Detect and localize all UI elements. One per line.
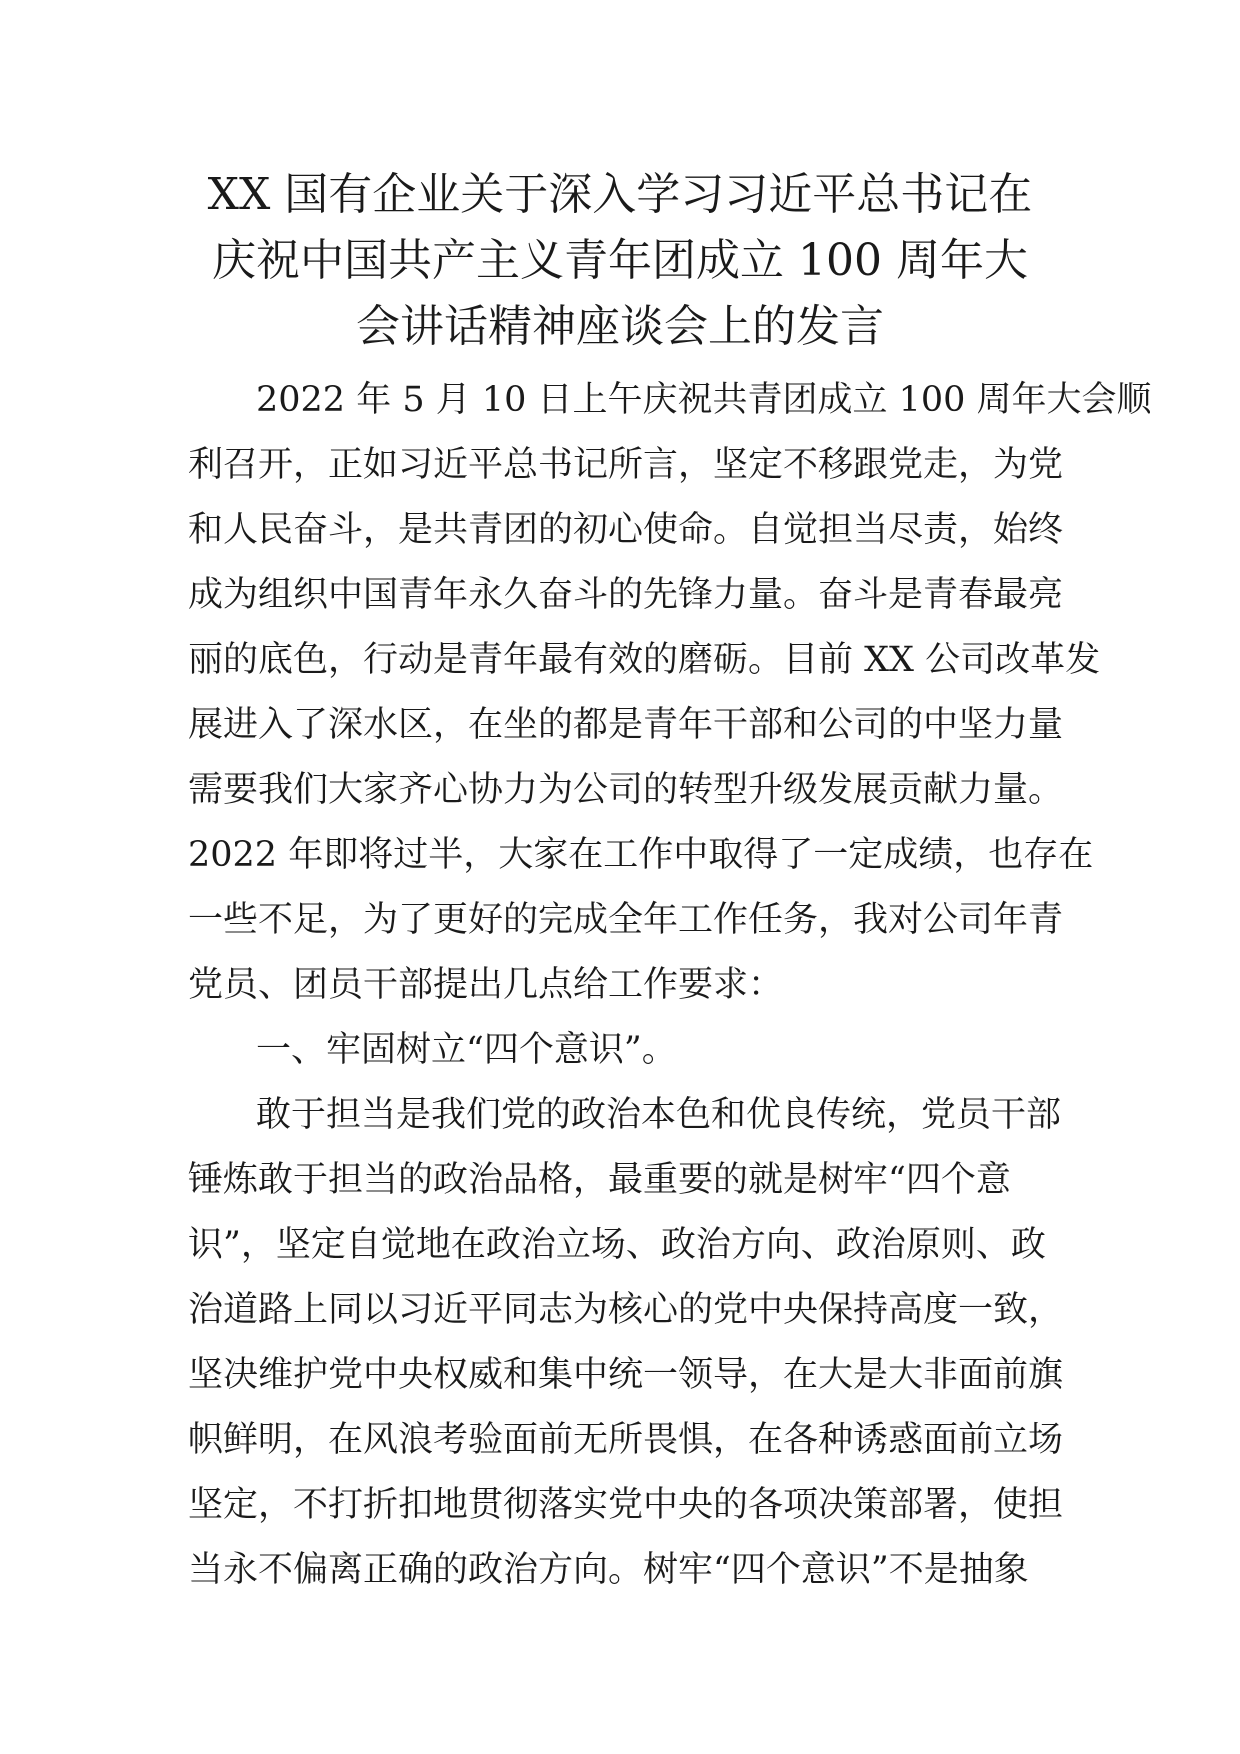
paragraph-line: 敢于担当是我们党的政治本色和优良传统，党员干部 bbox=[256, 1095, 1062, 1135]
paragraph-line: 识”，坚定自觉地在政治立场、政治方向、政治原则、政 bbox=[188, 1225, 1046, 1265]
paragraph-line: 2022 年即将过半，大家在工作中取得了一定成绩，也存在 bbox=[188, 835, 1094, 875]
paragraph-line: 当永不偏离正确的政治方向。树牢“四个意识”不是抽象 bbox=[188, 1550, 1029, 1590]
paragraph-line: 一些不足，为了更好的完成全年工作任务，我对公司年青 bbox=[188, 900, 1064, 940]
paragraph-line: 党员、团员干部提出几点给工作要求： bbox=[188, 965, 784, 1005]
document-title bbox=[140, 162, 1100, 360]
paragraph-line: 丽的底色，行动是青年最有效的磨砺。目前 XX 公司改革发 bbox=[188, 640, 1101, 680]
section-heading: 一、牢固树立“四个意识”。 bbox=[256, 1030, 677, 1070]
paragraph-line: 坚定，不打折扣地贯彻落实党中央的各项决策部署，使担 bbox=[188, 1485, 1064, 1525]
paragraph-line: 治道路上同以习近平同志为核心的党中央保持高度一致， bbox=[188, 1290, 1064, 1330]
title-line: XX 国有企业关于深入学习习近平总书记在 bbox=[207, 169, 1033, 220]
paragraph-line: 坚决维护党中央权威和集中统一领导，在大是大非面前旗 bbox=[188, 1355, 1064, 1395]
paragraph-line: 利召开，正如习近平总书记所言，坚定不移跟党走，为党 bbox=[188, 445, 1064, 485]
title-line: 会讲话精神座谈会上的发言 bbox=[356, 301, 884, 352]
paragraph-line: 和人民奋斗，是共青团的初心使命。自觉担当尽责，始终 bbox=[188, 510, 1064, 550]
document-body bbox=[188, 368, 1152, 1603]
paragraph-line: 成为组织中国青年永久奋斗的先锋力量。奋斗是青春最亮 bbox=[188, 575, 1064, 615]
title-line: 庆祝中国共产主义青年团成立 100 周年大 bbox=[212, 235, 1028, 286]
paragraph-line: 需要我们大家齐心协力为公司的转型升级发展贡献力量。 bbox=[188, 770, 1064, 810]
paragraph-line: 2022 年 5 月 10 日上午庆祝共青团成立 100 周年大会顺 bbox=[256, 380, 1152, 420]
paragraph-line: 帜鲜明，在风浪考验面前无所畏惧，在各种诱惑面前立场 bbox=[188, 1420, 1064, 1460]
paragraph-line: 锤炼敢于担当的政治品格，最重要的就是树牢“四个意 bbox=[188, 1160, 1011, 1200]
paragraph-line: 展进入了深水区，在坐的都是青年干部和公司的中坚力量 bbox=[188, 705, 1064, 745]
